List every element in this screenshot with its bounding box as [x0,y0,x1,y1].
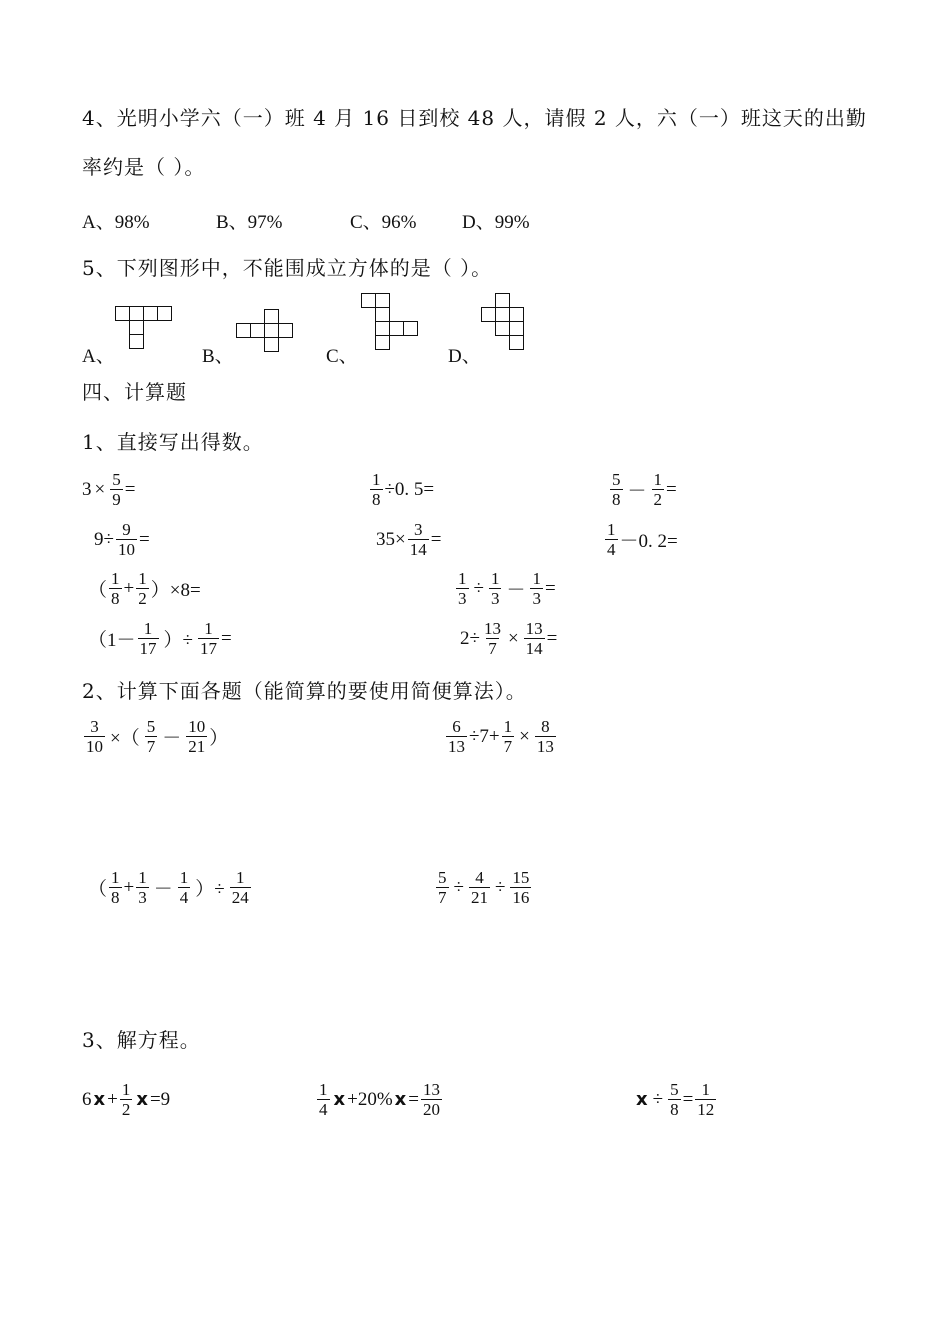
fraction [436,868,449,907]
open-paren: （1－ [88,630,136,651]
q5-label-b: B、 [202,346,234,367]
denominator: 3 [532,589,541,608]
times-open-paren: ×（ [110,728,140,749]
fraction [145,717,158,756]
times-sign: × [519,725,530,747]
denominator: 16 [512,888,530,907]
numerator: 5 [112,470,121,489]
denominator: 4 [319,1100,328,1119]
denominator: 4 [179,888,189,907]
fraction [136,569,149,608]
numerator: 1 [204,619,213,638]
close-paren-times: ）×8= [150,580,201,601]
times-sign: × [94,478,106,500]
variable-x: x [333,1089,346,1110]
divide-sign: ÷ [453,876,464,898]
numerator: 1 [319,1080,328,1099]
fraction [695,1080,716,1119]
denominator: 21 [470,888,488,907]
p2-item-c [88,868,253,907]
expression-rest: －0. 2= [619,531,678,552]
numerator: 1 [138,868,147,887]
section4-title: 四、计算题 [82,380,187,404]
fraction [84,717,105,756]
numerator: 9 [122,520,131,539]
fraction [198,619,219,658]
numerator: 5 [438,868,447,887]
fraction [535,717,556,756]
fraction [186,717,207,756]
fraction [524,619,545,658]
fraction [446,717,467,756]
q4-option-d: D、99% [462,212,530,233]
fraction [482,619,503,658]
term: 9÷ [94,528,114,550]
q5-label-d: D、 [448,346,481,367]
equals: = [682,1088,694,1110]
p1-item-f [603,520,678,559]
denominator: 12 [697,1100,715,1119]
denominator: 17 [139,639,157,658]
q4-line2: 率约是（ ）。 [82,155,206,179]
denominator: 3 [458,589,467,608]
open-paren: （ [88,580,108,601]
fraction [530,569,543,608]
q5-text: 5、下列图形中，不能围成立方体的是（ ）。 [82,256,493,280]
variable-x: x [394,1089,407,1110]
close-paren-divide: ）÷ [195,879,225,900]
fraction [652,470,665,509]
numerator: 1 [503,717,513,736]
p1-item-j [460,619,557,658]
plus-sign: + [123,876,135,898]
minus-sign: － [153,879,173,900]
q5-label-a: A、 [82,346,115,367]
open-paren: （ [88,879,108,900]
term: 2÷ [460,627,480,649]
numerator: 1 [179,868,189,887]
p1-item-c [608,470,677,509]
fraction [110,470,123,509]
numerator: 1 [121,1080,131,1099]
term: 3 [82,478,92,500]
p3-equation-b [315,1080,444,1119]
fraction [109,868,122,907]
numerator: 1 [111,569,120,588]
fraction [605,520,618,559]
variable-x: x [93,1089,106,1110]
p2-item-a [82,717,228,756]
denominator: 7 [438,888,447,907]
equals: = [220,627,232,649]
p2-title: 2、计算下面各题（能简算的要使用简便算法）。 [82,679,527,703]
fraction [502,717,515,756]
fraction [668,1080,681,1119]
variable-x: x [136,1089,148,1110]
minus-sign: － [506,580,526,601]
fraction [610,470,623,509]
numerator: 1 [532,569,541,588]
q4-option-b: B、97% [216,212,283,233]
denominator: 20 [423,1100,441,1119]
denominator: 8 [372,490,381,509]
p1-item-h [454,569,556,608]
fraction [120,1080,133,1119]
denominator: 2 [121,1100,131,1119]
p1-item-a [82,470,135,509]
numerator: 13 [423,1080,441,1099]
denominator: 21 [188,737,206,756]
denominator: 3 [138,888,147,907]
fraction [116,520,137,559]
numerator: 1 [372,470,381,489]
minus-sign: － [627,481,647,502]
fraction [489,569,502,608]
numerator: 5 [612,470,621,489]
numerator: 4 [475,868,484,887]
numerator: 8 [541,717,550,736]
denominator: 2 [653,490,663,509]
equals: = [124,478,136,500]
denominator: 8 [670,1100,679,1119]
q4-option-a: A、98% [82,212,150,233]
divide-sign: ÷ [473,577,484,599]
equals: = [430,528,442,550]
term: 35× [376,528,406,550]
minus-sign: － [162,728,182,749]
fraction [317,1080,330,1119]
expression-rest: ÷0. 5= [384,478,435,500]
numerator: 1 [490,569,500,588]
equals-value: =9 [149,1088,171,1110]
numerator: 1 [458,569,467,588]
p3-equation-a [82,1080,170,1119]
q4-line1: 4、光明小学六（一）班 4 月 16 日到校 48 人，请假 2 人，六（一）班这天的出勤 [82,106,867,130]
denominator: 3 [490,589,500,608]
p1-item-d [94,520,150,559]
p2-item-b [444,717,558,756]
fraction [230,868,251,907]
p3-equation-c [634,1080,718,1119]
denominator: 13 [536,737,554,756]
fraction [469,868,490,907]
denominator: 10 [117,540,135,559]
plus-percent: +20% [347,1088,393,1110]
p1-item-b [368,470,434,509]
numerator: 13 [483,619,501,638]
denominator: 7 [488,639,497,658]
numerator: 1 [235,868,245,887]
numerator: 1 [653,470,663,489]
fraction [178,868,191,907]
divide-plus: ÷7+ [469,725,500,747]
q5-label-c: C、 [326,346,358,367]
fraction [136,868,149,907]
divide-sign: ÷ [652,1088,664,1110]
numerator: 5 [146,717,156,736]
denominator: 4 [607,540,616,559]
fraction [109,569,122,608]
denominator: 8 [612,490,621,509]
denominator: 14 [409,540,427,559]
q4-option-c: C、96% [350,212,417,233]
numerator: 5 [670,1080,679,1099]
divide-sign: ÷ [494,876,506,898]
p1-item-i [88,619,232,658]
numerator: 1 [143,619,153,638]
denominator: 7 [503,737,513,756]
numerator: 13 [525,619,543,638]
fraction [456,569,469,608]
p1-item-g [88,569,201,608]
equals: = [544,577,556,599]
p2-item-d [434,868,533,907]
denominator: 8 [111,888,120,907]
denominator: 24 [231,888,249,907]
p1-title: 1、直接写出得数。 [82,430,264,454]
times-sign: × [507,627,519,649]
close-paren: ） [209,728,229,749]
denominator: 9 [112,490,121,509]
denominator: 14 [525,639,543,658]
numerator: 15 [512,868,530,887]
numerator: 1 [607,520,616,539]
p1-item-e [376,520,441,559]
numerator: 3 [90,717,99,736]
fraction [421,1080,442,1119]
p3-title: 3、解方程。 [82,1028,201,1052]
denominator: 7 [146,737,156,756]
equals: = [408,1088,420,1110]
equals: = [546,627,558,649]
denominator: 13 [448,737,465,756]
equals: = [666,478,677,500]
numerator: 1 [111,868,120,887]
denominator: 10 [86,737,103,756]
numerator: 6 [452,717,461,736]
numerator: 10 [188,717,206,736]
close-paren-divide: ）÷ [163,630,193,651]
fraction [408,520,429,559]
plus-sign: + [123,577,135,599]
plus-sign: + [107,1088,118,1110]
fraction [138,619,159,658]
equals: = [138,528,150,550]
denominator: 8 [111,589,120,608]
fraction [370,470,383,509]
variable-x: x [636,1089,648,1110]
fraction [510,868,531,907]
numerator: 1 [701,1080,711,1099]
numerator: 1 [138,569,147,588]
denominator: 17 [199,639,217,658]
denominator: 2 [138,589,147,608]
term: 6 [82,1088,92,1110]
numerator: 3 [413,520,423,539]
